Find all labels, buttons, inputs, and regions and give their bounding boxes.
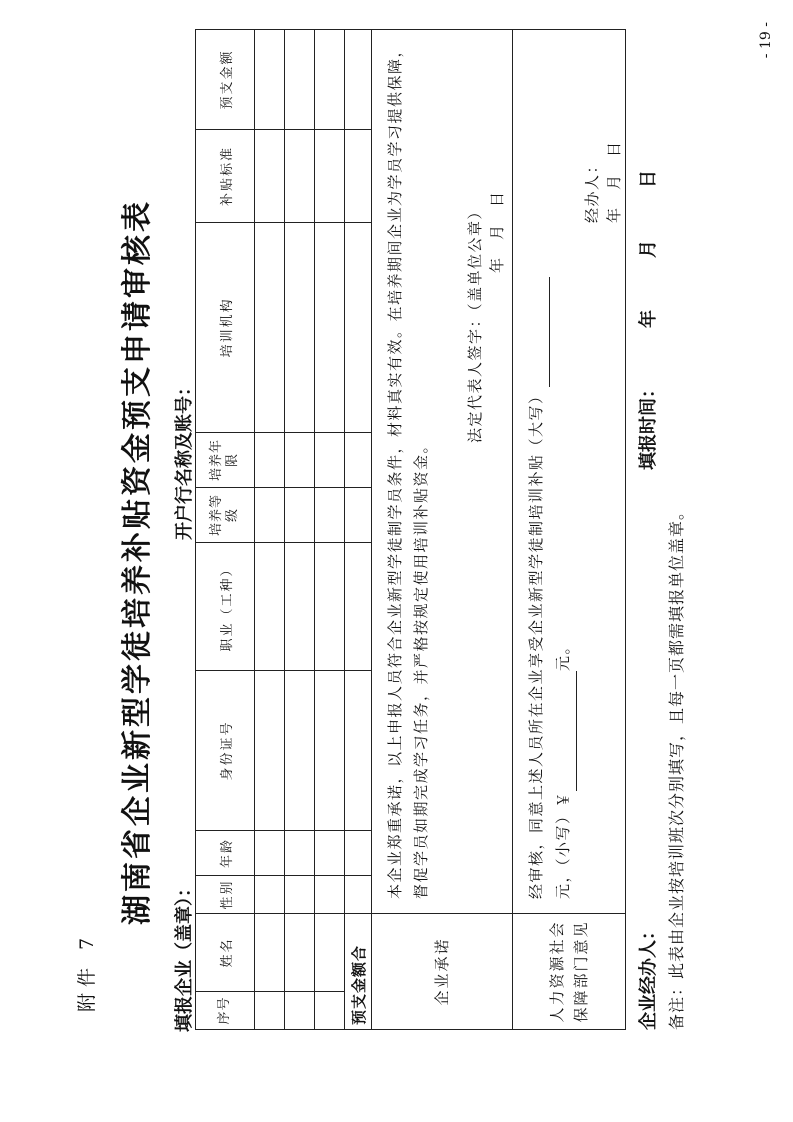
fill-time-year: 年 xyxy=(638,310,659,328)
table-row xyxy=(285,30,315,1030)
total-row xyxy=(345,30,372,1030)
promise-label: 企业承诺 xyxy=(372,914,513,1030)
opinion-row xyxy=(513,30,626,1030)
opinion-date: 年 月 日 xyxy=(605,140,623,223)
fill-time-month: 月 xyxy=(638,240,659,258)
header-subsidy-standard: 补贴标准 xyxy=(196,130,255,223)
company-handler-label: 企业经办人： xyxy=(638,922,659,1030)
header-training-level: 培养等级 xyxy=(196,488,255,543)
opinion-text-pre: 经审核，同意上述人员所在企业享受企业新型学徒制培训补贴（大写） xyxy=(527,387,545,899)
form-title: 湖南省企业新型学徒培养补贴资金预支申请审核表 xyxy=(120,199,155,925)
header-name: 姓名 xyxy=(196,914,255,992)
opinion-text-end: 元。 xyxy=(554,637,572,671)
header-age: 年龄 xyxy=(196,831,255,876)
opinion-label: 人力资源社会保障部门意见 xyxy=(513,914,626,1030)
remark-note: 备注：此表由企业按培训班次分别填写，且每一页都需填报单位盖章。 xyxy=(667,502,686,1030)
application-table xyxy=(195,29,626,1030)
bank-account-label: 开户行名称及账号： xyxy=(174,378,195,540)
amount-uppercase-blank[interactable] xyxy=(523,277,550,387)
header-training-institution: 培训机构 xyxy=(196,223,255,433)
header-gender: 性别 xyxy=(196,876,255,914)
promise-cell xyxy=(372,30,513,914)
fill-time xyxy=(634,170,660,470)
fill-time-label: 填报时间： xyxy=(638,380,659,470)
header-row xyxy=(196,30,255,1030)
header-advance-amount: 预支金额 xyxy=(196,30,255,130)
header-seq: 序号 xyxy=(196,992,255,1030)
promise-text: 本企业郑重承诺，以上申报人员符合企业新型学徒制学员条件，材料真实有效。在培养期间企业为学员学习提供保障，督促学员如期完成学习任务，并严格按规定使用培训补贴资金。 xyxy=(386,40,430,899)
opinion-text-mid: 元，（小写）￥ xyxy=(554,790,572,899)
table-row xyxy=(315,30,345,1030)
amount-lowercase-blank[interactable] xyxy=(550,671,577,791)
fill-time-day: 日 xyxy=(638,170,659,188)
table-row xyxy=(255,30,285,1030)
opinion-handler-label: 经办人： xyxy=(583,156,601,223)
promise-row xyxy=(372,30,513,1030)
promise-date: 年 月 日 xyxy=(488,190,506,273)
total-label: 预支金额合 xyxy=(345,914,372,1030)
annex-label: 附件 7 xyxy=(76,931,98,1012)
promise-signature-label: 法定代表人签字：（盖单位公章） xyxy=(466,202,484,443)
page-number: - 19 - xyxy=(758,22,774,59)
header-training-years: 培养年限 xyxy=(196,433,255,488)
opinion-cell xyxy=(513,30,626,914)
opinion-text xyxy=(523,40,577,899)
header-occupation: 职业（工种） xyxy=(196,543,255,671)
fill-company-label: 填报企业（盖章）： xyxy=(174,879,195,1032)
header-id-number: 身份证号 xyxy=(196,671,255,831)
